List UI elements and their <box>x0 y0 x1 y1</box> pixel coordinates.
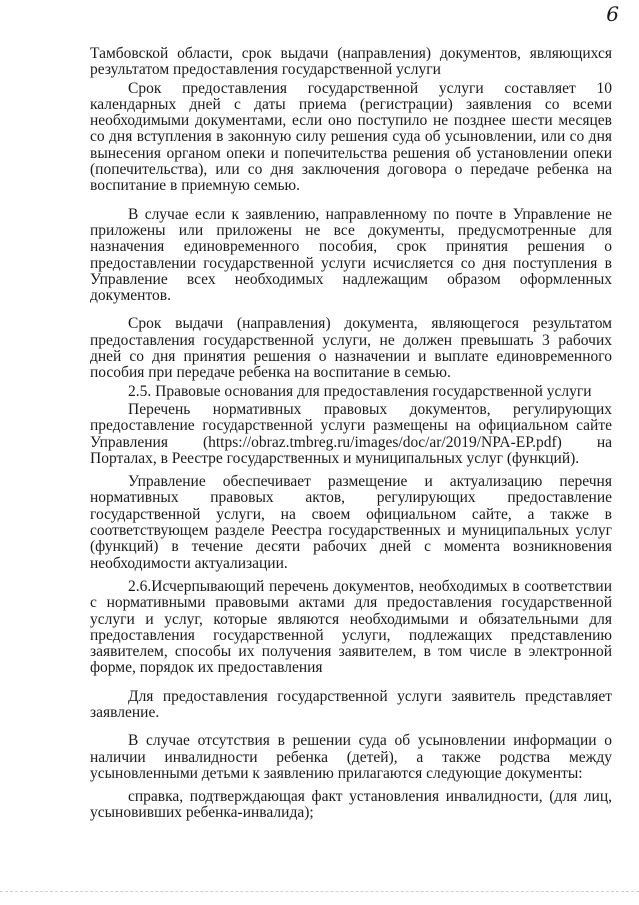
paragraph-application: Для предоставления государственной услуги заявитель представляет заявление. <box>90 687 612 721</box>
page-number: 6 <box>606 2 619 26</box>
paragraph-continuation: Тамбовской области, срок выдачи (направления) документов, являющихся результатом предоставления государственной услуги <box>90 45 612 79</box>
paragraph-issue-term: Срок выдачи (направления) документа, являющегося результатом предоставления государственной услуги, не должен превышать 3 рабочих дней со дня принятия решения о назначении и выплате единовременного пособия при передаче ребенка на воспитание в семью. <box>90 315 612 382</box>
paragraph-service-term: Срок предоставления государственной услуги составляет 10 календарных дней с даты приема (регистрации) заявления со всеми необходимыми документами, если оно поступило не позднее шести месяцев со дня вступления в законную силу решения суда об усыновлении, или со дня вынесения органом опеки и попечительства решения об установлении опеки (попечительства), или со дня заключения договора о передаче ребенка на воспитание в приемную семью. <box>90 79 612 195</box>
paragraph-adoption-case: В случае отсутствия в решении суда об усыновлении информации о наличии инвалидности ребенка (детей), а также родства между усыновленными детьми к заявлению прилагаются следующие документы: <box>90 732 612 782</box>
section-heading-2-5: 2.5. Правовые основания для предоставления государственной услуги <box>128 382 592 400</box>
paragraph-disability-certificate: справка, подтверждающая факт установления инвалидности, (для лиц, усыновивших ребенка-инвалида); <box>90 788 612 822</box>
section-heading-2-6: 2.6.Исчерпывающий перечень документов, необходимых в соответствии с нормативными правовыми актами для предоставления государственной услуги и услуг, которые являются необходимыми и обязательными для предоставления государственной услуги, подлежащих представлению заявителем, способы их получения заявителем, в том числе в электронной форме, порядок их предоставления <box>90 577 612 677</box>
scan-edge-marks <box>0 891 639 893</box>
paragraph-actualization: Управление обеспечивает размещение и актуализацию перечня нормативных правовых актов, регулирующих предоставление государственной услуги, на своем официальном сайте, а также в соответствующем разделе Реестра государственных и муниципальных услуг (функций) в течение десяти рабочих дней с момента возникновения необходимости актуализации. <box>90 473 612 572</box>
document-body <box>90 46 612 822</box>
paragraph-legal-documents-list: Перечень нормативных правовых документов, регулирующих предоставление государственной услуги размещены на официальном сайте Управления (https://obraz.tmbreg.ru/images/doc/ar/2019/NPA-EP.pdf) на Порталах, в Реестре государственных и муниципальных услуг (функций). <box>90 400 612 467</box>
paragraph-postal-application: В случае если к заявлению, направленному по почте в Управление не приложены или приложены не все документы, предусмотренные для назначения единовременного пособия, срок принятия решения о предоставлении государственной услуги исчисляется со дня поступления в Управление всех необходимых надлежащим образом оформленных документов. <box>90 205 612 305</box>
